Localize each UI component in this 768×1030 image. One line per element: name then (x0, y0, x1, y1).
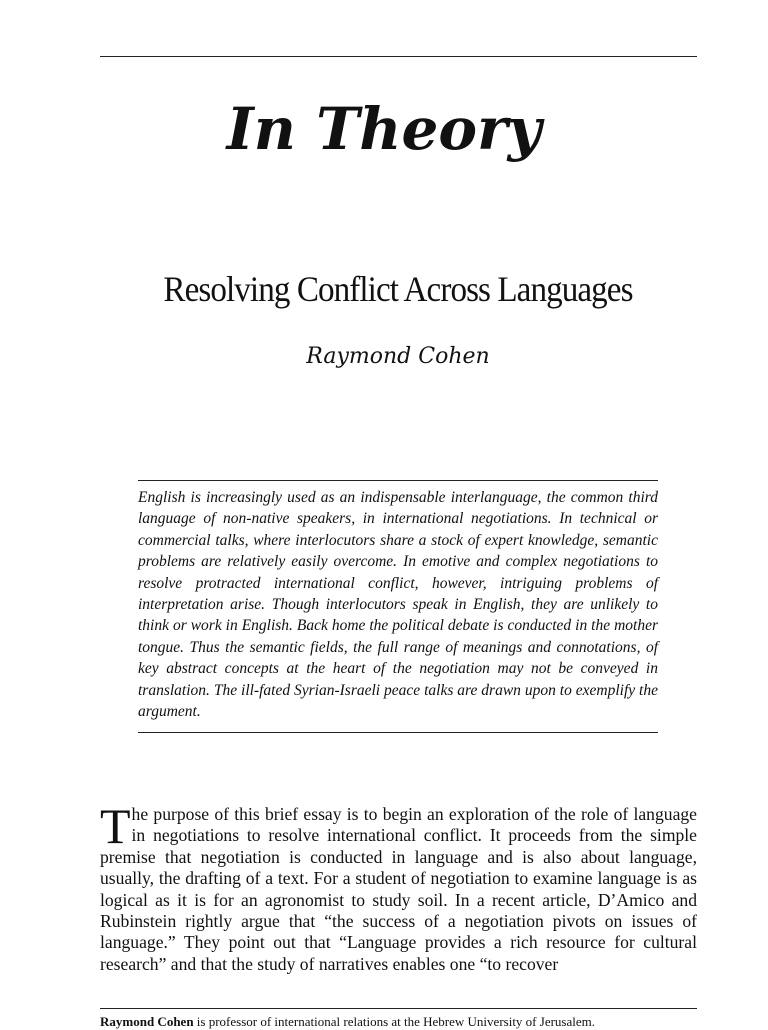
author-footnote (100, 1014, 697, 1030)
footnote-author-name: Raymond Cohen (100, 1014, 194, 1029)
abstract-box (138, 480, 658, 733)
body-text (100, 798, 697, 975)
body-paragraph (100, 798, 697, 975)
body-paragraph-text: he purpose of this brief essay is to begin an exploration of the role of language in negotiations to resolve international conflict. It proceeds from the simple premise that negotiation is conducted in language and is also about language, usually, the drafting of a text. For a student of negotiation to examine language is as logical as it is for an agronomist to study soil. In a recent article, D’Amico and Rubinstein rightly argue that “the success of a negotiation pivots on issues of language.” They point out that “Language provides a rich resource for cultural research” and that the study of narratives enables one “to recover (100, 804, 697, 974)
footnote-rule (100, 1008, 697, 1009)
abstract-text: English is increasingly used as an indispensable interlanguage, the common third language of non-native speakers, in international negotiations. In technical or commercial talks, where interlocutors share a stock of expert knowledge, semantic problems are relatively easily overcome. In emotive and complex negotiations to resolve protracted international conflict, however, intriguing problems of interpretation arise. Though interlocutors speak in English, they are unlikely to think or work in English. Back home the political debate is conducted in the mother tongue. Thus the semantic fields, the full range of meanings and connotations, of key abstract concepts at the heart of the negotiation may not be conveyed in translation. The ill-fated Syrian-Israeli peace talks are drawn upon to exemplify the argument. (138, 489, 658, 721)
author-name: Raymond Cohen (306, 344, 490, 369)
drop-cap: T (100, 798, 131, 854)
section-title: In Theory (226, 95, 542, 163)
article-title: Resolving Conflict Across Languages (163, 269, 633, 309)
footnote-text: is professor of international relations at the Hebrew University of Jerusalem. (193, 1014, 595, 1029)
top-rule (100, 56, 697, 57)
